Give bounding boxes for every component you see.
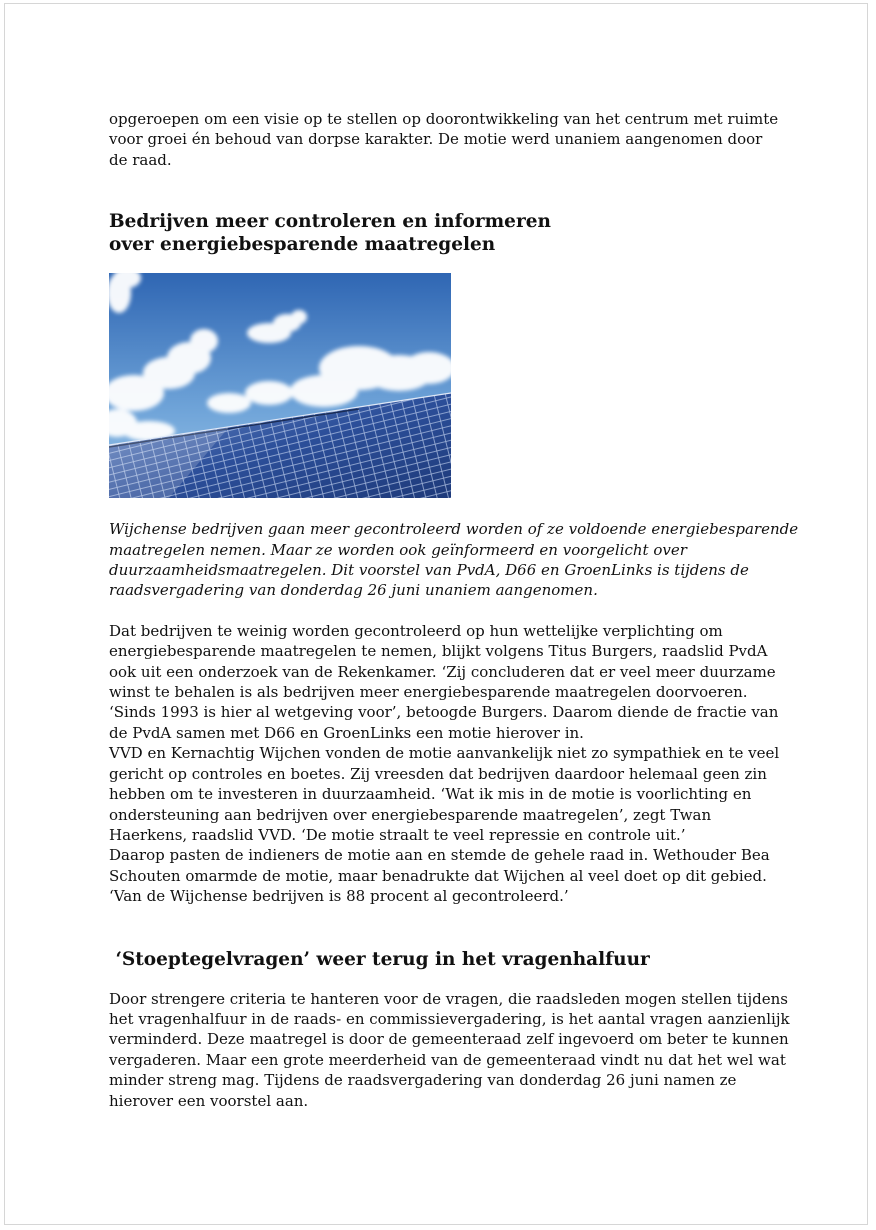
body-line: winst te behalen is als bedrijven meer energiebesparende maatregelen doorvoeren.	[109, 683, 748, 702]
section1-lead-paragraph	[109, 519, 799, 601]
lead-line: Wijchense bedrijven gaan meer gecontroleerd worden of ze voldoende energiebesparende	[109, 520, 799, 539]
body-line: Daarop pasten de indieners de motie aan en stemde de gehele raad in. Wethouder Bea	[109, 846, 770, 865]
section1-heading	[109, 210, 781, 256]
section2-body	[109, 989, 790, 1111]
section1-heading-line: over energiebesparende maatregelen	[109, 234, 496, 256]
body-line: hierover een voorstel aan.	[109, 1091, 309, 1110]
section1-body	[109, 621, 781, 907]
body-line: vergaderen. Maar een grote meerderheid van de gemeenteraad vindt nu dat het wel wat	[109, 1050, 786, 1069]
body-line: energiebesparende maatregelen te nemen, blijkt volgens Titus Burgers, raadslid PvdA	[109, 642, 768, 661]
body-line: verminderd. Deze maatregel is door de gemeenteraad zelf ingevoerd om beter te kunnen	[109, 1030, 789, 1049]
body-line: ook uit een onderzoek van de Rekenkamer. ‘Zij concluderen dat er veel meer duurzame	[109, 662, 776, 681]
body-line: gericht op controles en boetes. Zij vreesden dat bedrijven daardoor helemaal geen zin	[109, 764, 767, 783]
body-line: ‘Sinds 1993 is hier al wetgeving voor’, betoogde Burgers. Daarom diende de fractie van	[109, 703, 779, 722]
body-line: hebben om te investeren in duurzaamheid. ‘Wat ik mis in de motie is voorlichting en	[109, 785, 752, 804]
body-line: Dat bedrijven te weinig worden gecontroleerd op hun wettelijke verplichting om	[109, 621, 723, 640]
intro-line: de raad.	[109, 150, 172, 169]
section2-heading: ‘Stoeptegelvragen’ weer terug in het vragenhalfuur	[109, 948, 650, 970]
body-line: Schouten omarmde de motie, maar benadrukte dat Wijchen al veel doet op dit gebied.	[109, 866, 767, 885]
body-line: ondersteuning aan bedrijven over energiebesparende maatregelen’, zegt Twan	[109, 805, 712, 824]
intro-paragraph	[109, 109, 781, 170]
lead-line: duurzaamheidsmaatregelen. Dit voorstel van PvdA, D66 en GroenLinks is tijdens de	[109, 561, 749, 580]
body-line: VVD en Kernachtig Wijchen vonden de motie aanvankelijk niet zo sympathiek en te veel	[109, 744, 780, 763]
intro-line: opgeroepen om een visie op te stellen op doorontwikkeling van het centrum met ruimte	[109, 110, 779, 128]
lead-line: maatregelen nemen. Maar ze worden ook geïnformeerd en voorgelicht over	[109, 540, 687, 559]
body-line: Door strengere criteria te hanteren voor de vragen, die raadsleden mogen stellen tijdens	[109, 989, 788, 1008]
lead-line: raadsvergadering van donderdag 26 juni unaniem aangenomen.	[109, 581, 598, 600]
document-page	[4, 3, 868, 1225]
body-line: het vragenhalfuur in de raads- en commissievergadering, is het aantal vragen aanzienlijk	[109, 1009, 790, 1028]
body-line: ‘Van de Wijchense bedrijven is 88 procent al gecontroleerd.’	[109, 887, 569, 906]
section1-heading-line: Bedrijven meer controleren en informeren	[109, 211, 551, 233]
body-line: de PvdA samen met D66 en GroenLinks een motie hierover in.	[109, 723, 584, 742]
solar-panel-photo	[109, 273, 451, 498]
body-line: minder streng mag. Tijdens de raadsvergadering van donderdag 26 juni namen ze	[109, 1071, 737, 1090]
intro-line: voor groei én behoud van dorpse karakter. De motie werd unaniem aangenomen door	[109, 130, 763, 149]
body-line: Haerkens, raadslid VVD. ‘De motie straalt te veel repressie en controle uit.’	[109, 825, 686, 844]
document-content	[109, 109, 799, 1111]
